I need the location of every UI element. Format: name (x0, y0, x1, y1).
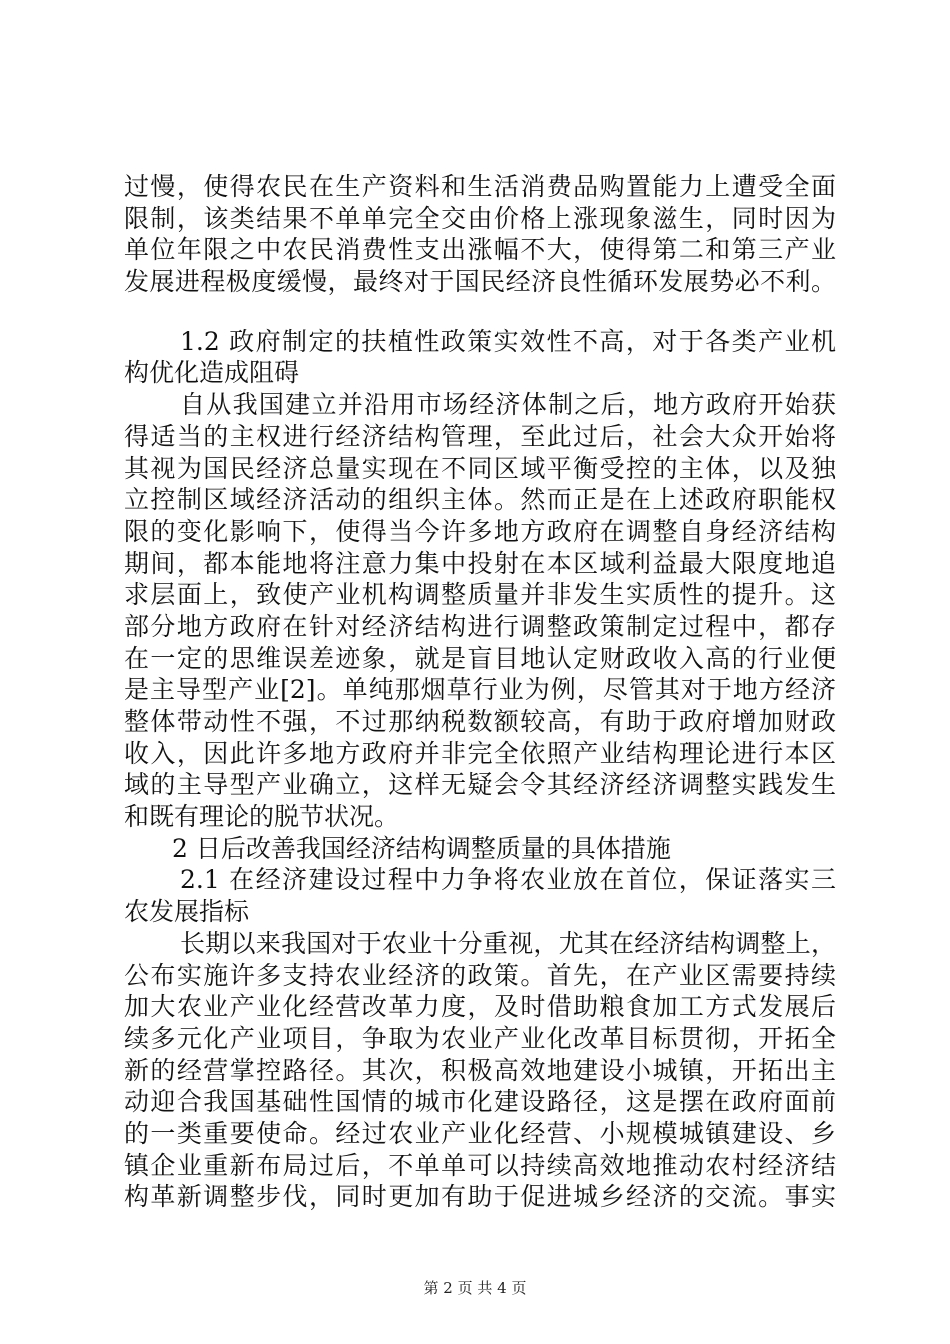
text-line: 加大农业产业化经营改革力度，及时借助粮食加工方式发展后 (124, 992, 836, 1022)
text-line: 续多元化产业项目，争取为农业产业化改革目标贯彻，开拓全 (124, 1023, 836, 1053)
heading-line: 2.1 在经济建设过程中力争将农业放在首位，保证落实三 (180, 865, 836, 895)
text-line: 过慢，使得农民在生产资料和生活消费品购置能力上遭受全面 (124, 172, 836, 201)
text-line: 收入，因此许多地方政府并非完全依照产业结构理论进行本区 (124, 738, 836, 768)
text-line: 构革新调整步伐，同时更加有助于促进城乡经济的交流。事实 (124, 1182, 836, 1212)
heading-line: 1.2 政府制定的扶植性政策实效性不高，对于各类产业机 (180, 326, 836, 356)
text-line: 动迎合我国基础性国情的城市化建设路径，这是摆在政府面前 (124, 1087, 836, 1117)
text-line: 部分地方政府在针对经济结构进行调整政策制定过程中，都存 (124, 611, 836, 641)
text-line: 得适当的主权进行经济结构管理，至此过后，社会大众开始将 (124, 421, 836, 451)
text-line: 的一类重要使命。经过农业产业化经营、小规模城镇建设、乡 (124, 1118, 836, 1148)
paragraph-government-policy (124, 389, 836, 833)
text-line: 单位年限之中农民消费性支出涨幅不大，使得第二和第三产业 (124, 235, 836, 265)
text-line: 限的变化影响下，使得当今许多地方政府在调整自身经济结构 (124, 516, 836, 546)
text-line: 整体带动性不强，不过那纳税数额较高，有助于政府增加财政 (124, 707, 836, 736)
text-line: 限制，该类结果不单单完全交由价格上涨现象滋生，同时因为 (124, 203, 836, 233)
text-line: 和既有理论的脱节状况。 (124, 802, 400, 832)
text-line: 新的经营掌控路径。其次，积极高效地建设小城镇，开拓出主 (124, 1055, 836, 1085)
text-line: 求层面上，致使产业机构调整质量并非发生实质性的提升。这 (124, 580, 836, 610)
text-line: 公布实施许多支持农业经济的政策。首先，在产业区需要持续 (124, 960, 836, 990)
heading-line: 农发展指标 (124, 897, 250, 927)
text-line: 镇企业重新布局过后，不单单可以持续高效地推动农村经济结 (124, 1150, 836, 1180)
text-line: 期间，都本能地将注意力集中投射在本区域利益最大限度地追 (124, 548, 836, 578)
text-line: 发展进程极度缓慢，最终对于国民经济良性循环发展势必不利。 (124, 267, 836, 297)
section-heading-2: 2 日后改善我国经济结构调整质量的具体措施 (172, 833, 671, 863)
text-line: 立控制区域经济活动的组织主体。然而正是在上述政府职能权 (124, 485, 836, 515)
section-heading-1-2 (124, 326, 836, 389)
text-line: 在一定的思维误差迹象，就是盲目地认定财政收入高的行业便 (124, 643, 836, 673)
paragraph-continuation (124, 171, 836, 298)
text-line: 长期以来我国对于农业十分重视，尤其在经济结构调整上， (180, 928, 836, 958)
text-line: 其视为国民经济总量实现在不同区域平衡受控的主体，以及独 (124, 453, 836, 483)
heading-line: 构优化造成阻碍 (124, 358, 300, 388)
text-line: 自从我国建立并沿用市场经济体制之后，地方政府开始获 (180, 390, 836, 420)
paragraph-agriculture (124, 928, 836, 1213)
paragraph-spacer (124, 298, 836, 326)
text-line: 域的主导型产业确立，这样无疑会令其经济经济调整实践发生 (124, 770, 836, 800)
page-number-footer: 第 2 页 共 4 页 (423, 1279, 527, 1297)
section-heading-2-1 (124, 864, 836, 927)
text-line: 是主导型产业[2]。单纯那烟草行业为例，尽管其对于地方经济 (124, 675, 836, 705)
document-body (124, 171, 836, 1213)
